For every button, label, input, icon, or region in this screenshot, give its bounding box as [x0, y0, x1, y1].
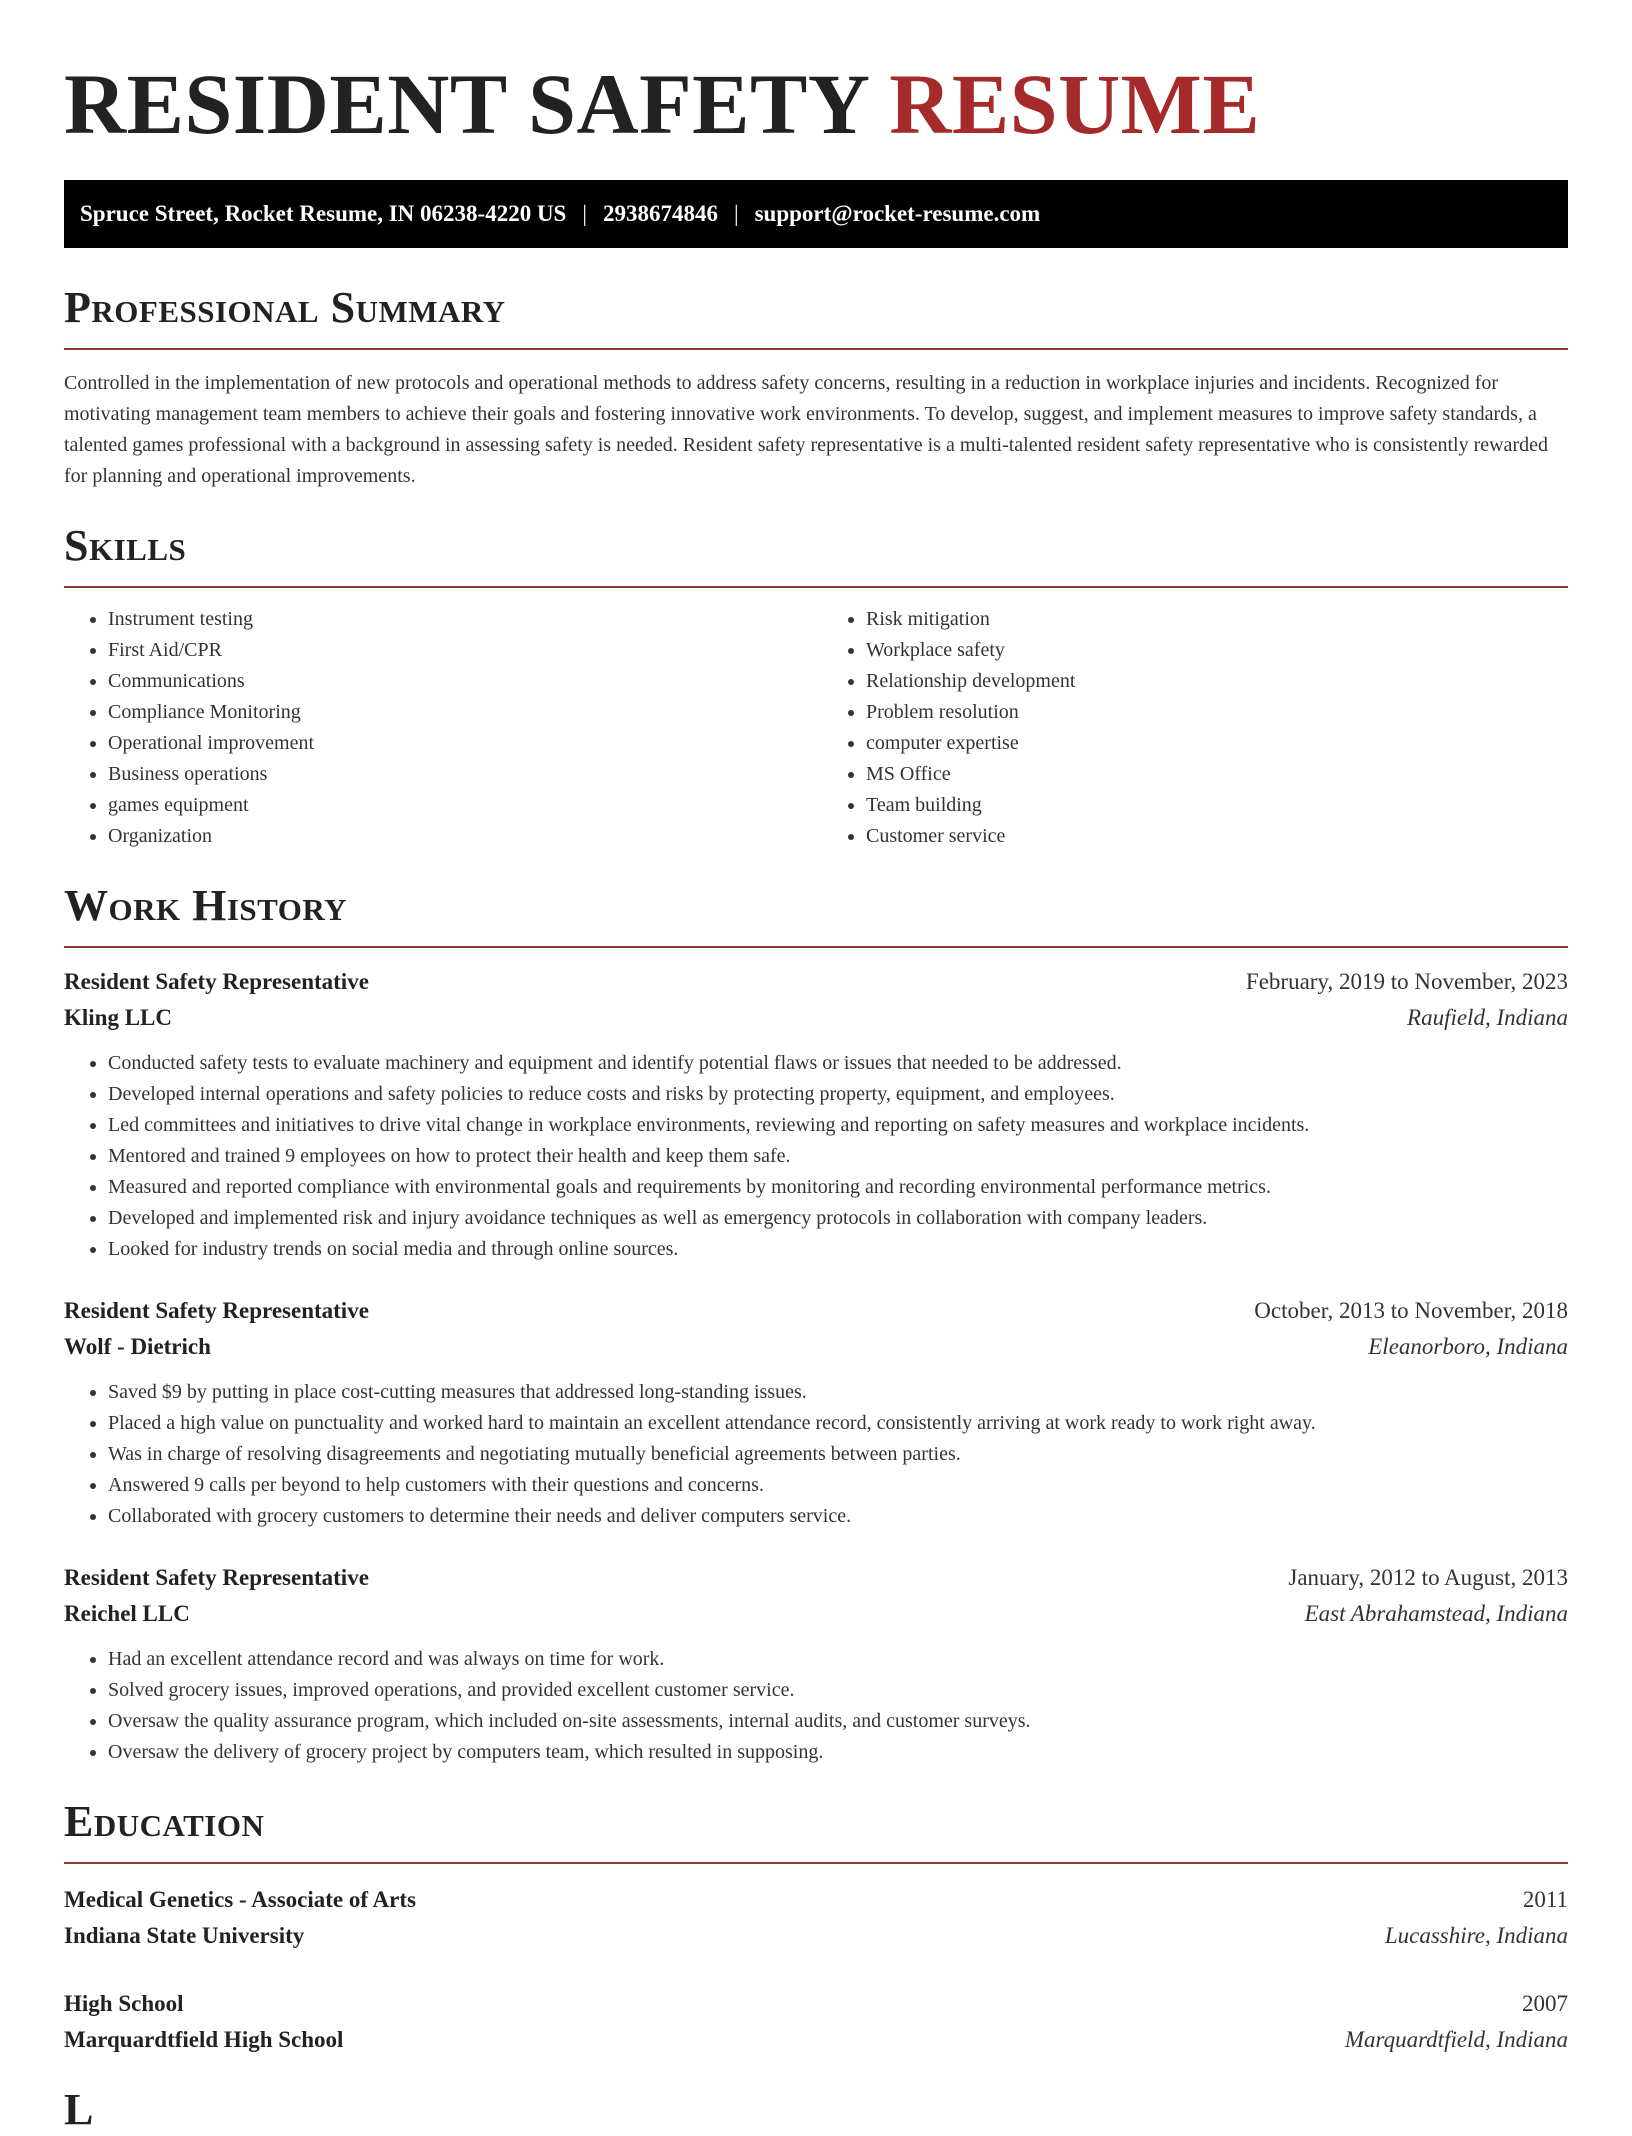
- job-title: Resident Safety Representative: [64, 1565, 369, 1590]
- education-heading: Education: [64, 1797, 265, 1846]
- summary-heading: Professional Summary: [64, 283, 506, 332]
- job-bullet: • Was in charge of resolving disagreements and negotiating mutually beneficial agreements between parties.: [108, 1439, 1568, 1470]
- next-section-partial: [64, 2084, 1568, 2136]
- skill-item: • Team building: [866, 790, 1568, 821]
- job-bullets: [64, 1048, 1568, 1265]
- job-bullets: [64, 1377, 1568, 1532]
- education-degree: Medical Genetics - Associate of Arts: [64, 1887, 416, 1912]
- summary-text: Controlled in the implementation of new protocols and operational methods to address safety concerns, resulting in a reduction in workplace injuries and incidents. Recognized for motivating management team members to achieve their goals and fostering innovative work environments. To develop, suggest, and implement measures to improve safety standards, a talented games professional with a background in assessing safety is needed. Resident safety representative is a multi-talented resident safety representative who is consistently rewarded for planning and operational improvements.: [64, 372, 1548, 487]
- job-bullet: • Saved $9 by putting in place cost-cutting measures that addressed long-standing issues.: [108, 1377, 1568, 1408]
- work-history-section: [64, 880, 1568, 1768]
- skill-item: • Organization: [108, 821, 816, 852]
- skill-item: • Risk mitigation: [866, 604, 1568, 635]
- job-company-row: [64, 1596, 1568, 1632]
- job-location: Eleanorboro, Indiana: [1368, 1334, 1568, 1359]
- job-bullet: • Looked for industry trends on social media and through online sources.: [108, 1234, 1568, 1265]
- title-main: RESIDENT SAFETY: [64, 56, 868, 152]
- skills-columns: [64, 604, 1568, 852]
- job-bullet: • Oversaw the quality assurance program, which included on-site assessments, internal audits, and customer surveys.: [108, 1706, 1568, 1737]
- job-company-row: [64, 1000, 1568, 1036]
- skill-item: • Customer service: [866, 821, 1568, 852]
- skills-left-column: [64, 604, 816, 852]
- section-divider: [64, 946, 1568, 948]
- job-entry: [64, 1293, 1568, 1532]
- education-section: [64, 1796, 1568, 2058]
- contact-phone: 2938674846: [602, 201, 718, 226]
- education-school-row: [64, 1918, 1568, 1954]
- skills-section: [64, 520, 1568, 852]
- contact-bar: [64, 180, 1568, 248]
- job-bullets: [64, 1644, 1568, 1768]
- skill-item: • Communications: [108, 666, 816, 697]
- skill-item: • Problem resolution: [866, 697, 1568, 728]
- education-entry: [64, 1882, 1568, 1954]
- skill-item: • Operational improvement: [108, 728, 816, 759]
- job-entry: [64, 964, 1568, 1265]
- job-bullet: • Mentored and trained 9 employees on how to protect their health and keep them safe.: [108, 1141, 1568, 1172]
- skill-item: • First Aid/CPR: [108, 635, 816, 666]
- work-history-heading: Work History: [64, 881, 348, 930]
- job-company-row: [64, 1329, 1568, 1365]
- job-bullet: • Solved grocery issues, improved operations, and provided excellent customer service.: [108, 1675, 1568, 1706]
- job-bullet: • Led committees and initiatives to drive vital change in workplace environments, reviewing and reporting on safety measures and workplace incidents.: [108, 1110, 1568, 1141]
- job-bullet: • Collaborated with grocery customers to determine their needs and deliver computers service.: [108, 1501, 1568, 1532]
- skill-item: • MS Office: [866, 759, 1568, 790]
- job-bullet: • Developed and implemented risk and injury avoidance techniques as well as emergency protocols in collaboration with company leaders.: [108, 1203, 1568, 1234]
- job-bullet: • Measured and reported compliance with environmental goals and requirements by monitoring and recording environmental performance metrics.: [108, 1172, 1568, 1203]
- title-accent: RESUME: [889, 56, 1261, 152]
- education-school: Marquardtfield High School: [64, 2027, 344, 2052]
- section-divider: [64, 348, 1568, 350]
- section-divider: [64, 1862, 1568, 1864]
- job-title: Resident Safety Representative: [64, 969, 369, 994]
- job-bullet: • Answered 9 calls per beyond to help customers with their questions and concerns.: [108, 1470, 1568, 1501]
- next-section-heading-partial: L: [64, 2085, 94, 2134]
- job-company: Wolf - Dietrich: [64, 1334, 211, 1359]
- education-year: 2007: [1522, 1991, 1568, 2016]
- job-entry: [64, 1560, 1568, 1768]
- job-header-row: [64, 1560, 1568, 1596]
- education-degree-row: [64, 1986, 1568, 2022]
- job-dates: February, 2019 to November, 2023: [1245, 969, 1568, 994]
- summary-section: [64, 282, 1568, 492]
- education-school-row: [64, 2022, 1568, 2058]
- education-degree-row: [64, 1882, 1568, 1918]
- job-location: Raufield, Indiana: [1407, 1005, 1568, 1030]
- job-bullet: • Oversaw the delivery of grocery project by computers team, which resulted in supposing.: [108, 1737, 1568, 1768]
- job-company: Kling LLC: [64, 1005, 173, 1030]
- skill-item: • Workplace safety: [866, 635, 1568, 666]
- skill-item: • Relationship development: [866, 666, 1568, 697]
- job-header-row: [64, 964, 1568, 1000]
- education-degree: High School: [64, 1991, 184, 2016]
- job-company: Reichel LLC: [64, 1601, 190, 1626]
- contact-address: Spruce Street, Rocket Resume, IN 06238-4220 US: [80, 201, 567, 226]
- section-divider: [64, 586, 1568, 588]
- job-dates: October, 2013 to November, 2018: [1254, 1298, 1568, 1323]
- job-header-row: [64, 1293, 1568, 1329]
- job-bullet: • Developed internal operations and safety policies to reduce costs and risks by protecting property, equipment, and employees.: [108, 1079, 1568, 1110]
- education-year: 2011: [1522, 1887, 1568, 1912]
- education-school: Indiana State University: [64, 1923, 305, 1948]
- skill-item: • Instrument testing: [108, 604, 816, 635]
- contact-separator: |: [733, 201, 739, 226]
- job-bullet: • Placed a high value on punctuality and worked hard to maintain an excellent attendance record, consistently arriving at work ready to work right away.: [108, 1408, 1568, 1439]
- education-entry: [64, 1986, 1568, 2058]
- skill-item: • Business operations: [108, 759, 816, 790]
- skill-item: • Compliance Monitoring: [108, 697, 816, 728]
- job-dates: January, 2012 to August, 2013: [1288, 1565, 1568, 1590]
- contact-email[interactable]: support@rocket-resume.com: [754, 201, 1041, 226]
- skills-heading: Skills: [64, 521, 187, 570]
- education-location: Lucasshire, Indiana: [1384, 1923, 1568, 1948]
- job-location: East Abrahamstead, Indiana: [1304, 1601, 1568, 1626]
- job-bullet: • Had an excellent attendance record and was always on time for work.: [108, 1644, 1568, 1675]
- resume-title: [64, 0, 1568, 152]
- skills-right-column: [816, 604, 1568, 852]
- contact-separator: |: [582, 201, 587, 226]
- skill-item: • games equipment: [108, 790, 816, 821]
- job-title: Resident Safety Representative: [64, 1298, 369, 1323]
- skill-item: • computer expertise: [866, 728, 1568, 759]
- job-bullet: • Conducted safety tests to evaluate machinery and equipment and identify potential flaws or issues that needed to be addressed.: [108, 1048, 1568, 1079]
- education-location: Marquardtfield, Indiana: [1344, 2027, 1568, 2052]
